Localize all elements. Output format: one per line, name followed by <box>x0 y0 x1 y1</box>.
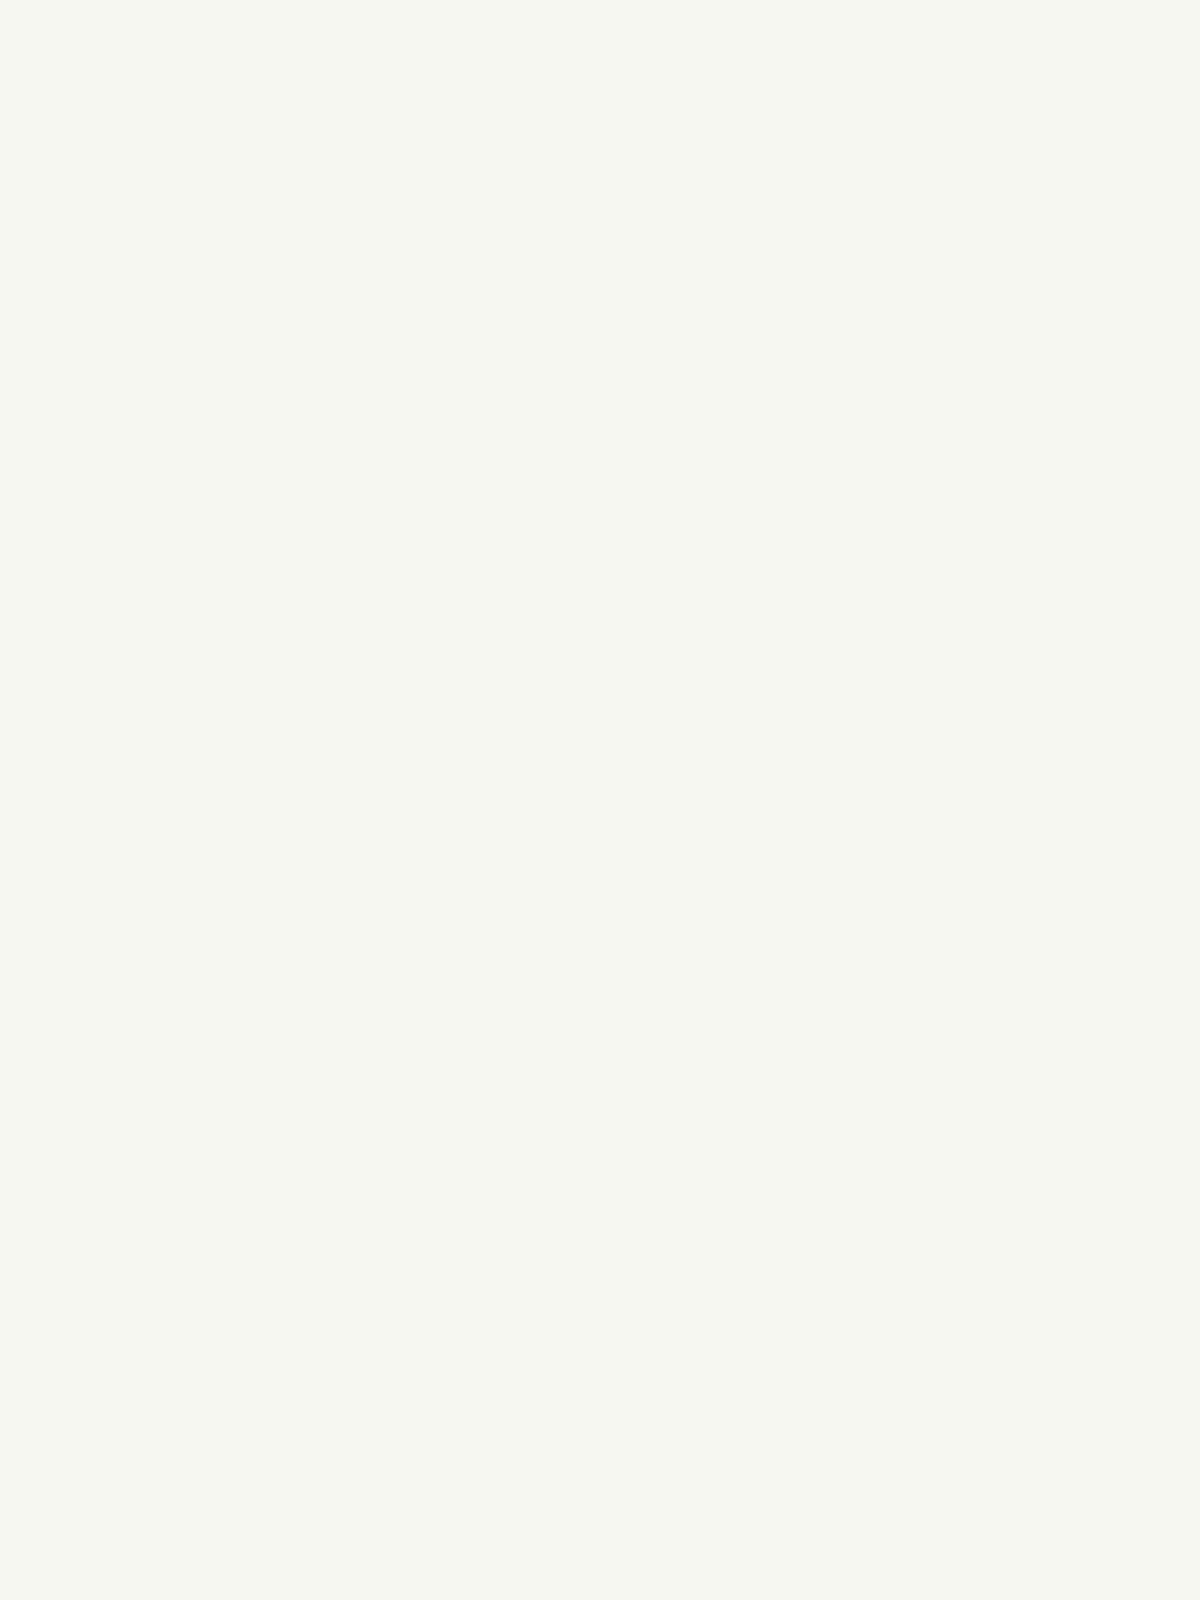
district-line <box>293 6 305 32</box>
region-line <box>293 52 305 79</box>
